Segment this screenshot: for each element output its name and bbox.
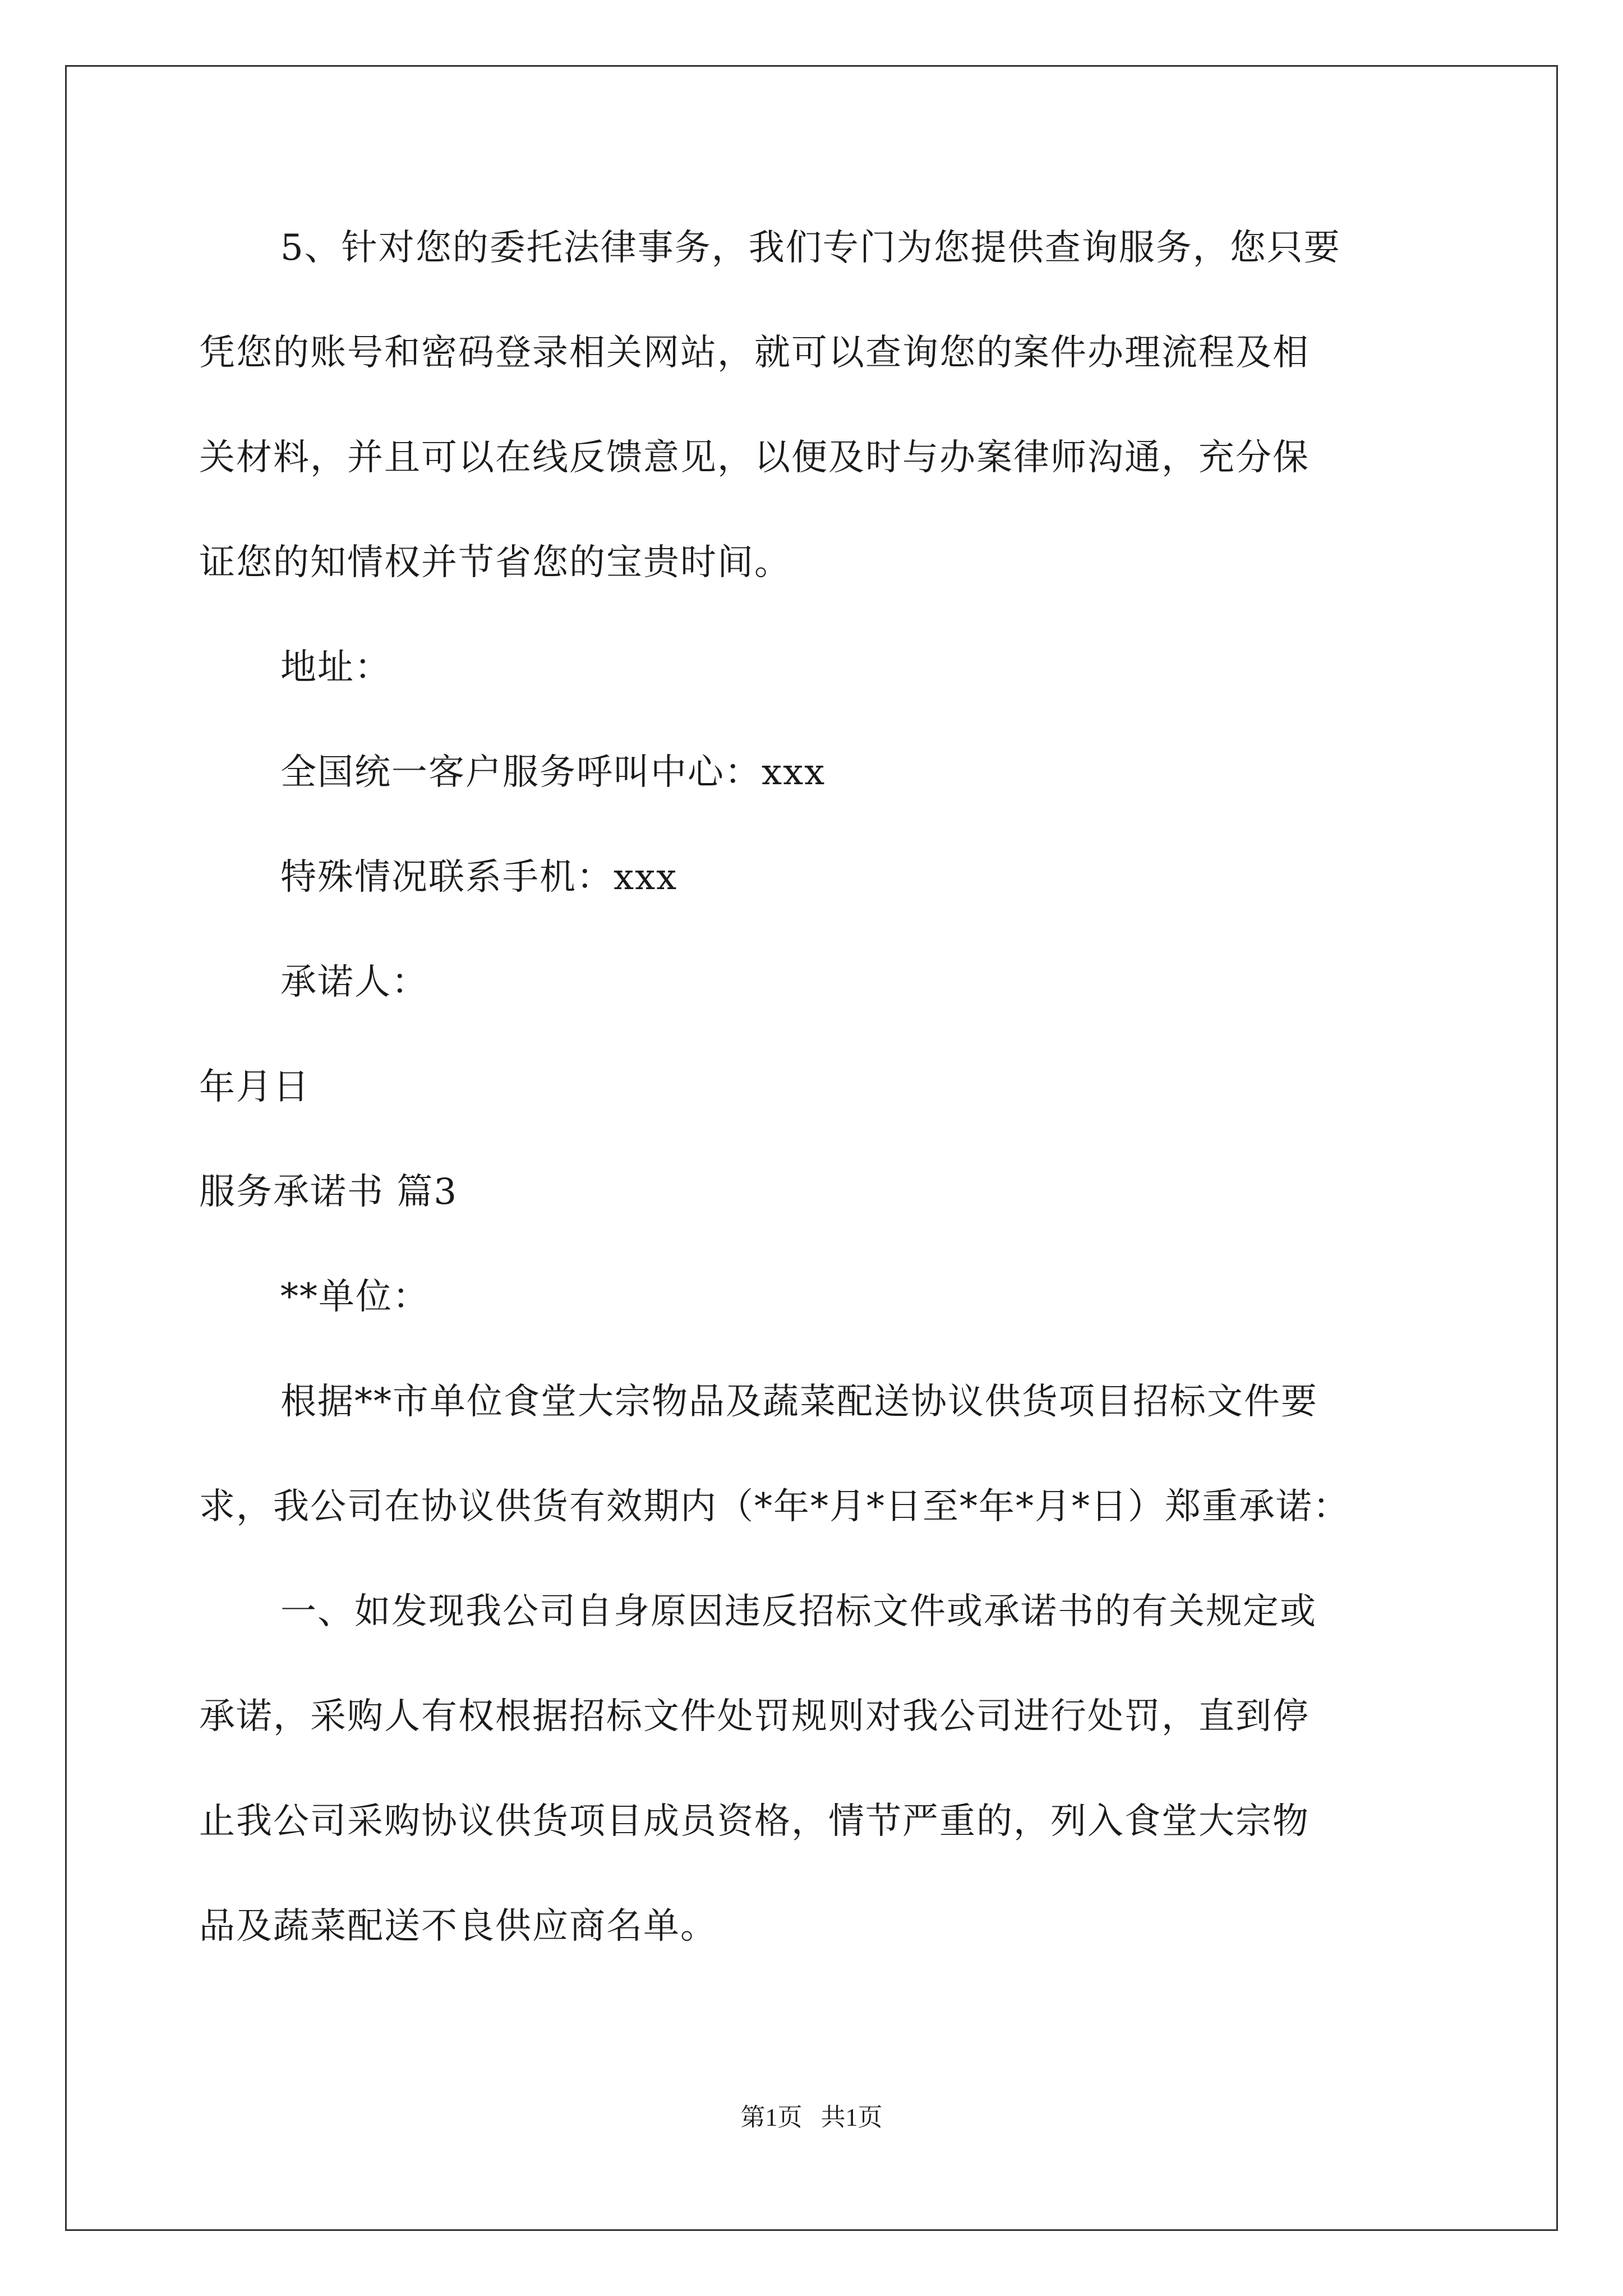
paragraph-5-line-4: 证您的知情权并节省您的宝贵时间。 xyxy=(199,542,791,583)
paragraph-5-line-1: 5、针对您的委托法律事务，我们专门为您提供查询服务，您只要 xyxy=(280,227,1341,269)
paragraph-5-line-2: 凭您的账号和密码登录相关网站，就可以查询您的案件办理流程及相 xyxy=(199,332,1310,374)
clause-1-line-3: 止我公司采购协议供货项目成员资格，情节严重的，列入食堂大宗物 xyxy=(199,1801,1310,1842)
promisor-label: 承诺人： xyxy=(280,961,428,1003)
section-heading: 服务承诺书 篇3 xyxy=(199,1171,458,1213)
intro-paragraph-line-2: 求，我公司在协议供货有效期内（*年*月*日至*年*月*日）郑重承诺： xyxy=(199,1486,1350,1527)
clause-1-line-1: 一、如发现我公司自身原因违反招标文件或承诺书的有关规定或 xyxy=(280,1591,1317,1632)
recipient-line: **单位： xyxy=(280,1276,430,1318)
page-footer: 第1页 共1页 xyxy=(740,2104,883,2131)
clause-1-line-2: 承诺，采购人有权根据招标文件处罚规则对我公司进行处罚，直到停 xyxy=(199,1696,1310,1737)
special-contact-phone: 特殊情况联系手机：xxx xyxy=(280,857,678,898)
address-label: 地址： xyxy=(280,647,391,688)
clause-1-line-4: 品及蔬菜配送不良供应商名单。 xyxy=(199,1906,717,1947)
paragraph-5-line-3: 关材料，并且可以在线反馈意见，以便及时与办案律师沟通，充分保 xyxy=(199,437,1310,478)
intro-paragraph-line-1: 根据**市单位食堂大宗物品及蔬菜配送协议供货项目招标文件要 xyxy=(280,1381,1318,1423)
date-line: 年月日 xyxy=(199,1066,310,1108)
service-hotline: 全国统一客户服务呼叫中心：xxx xyxy=(280,752,826,793)
